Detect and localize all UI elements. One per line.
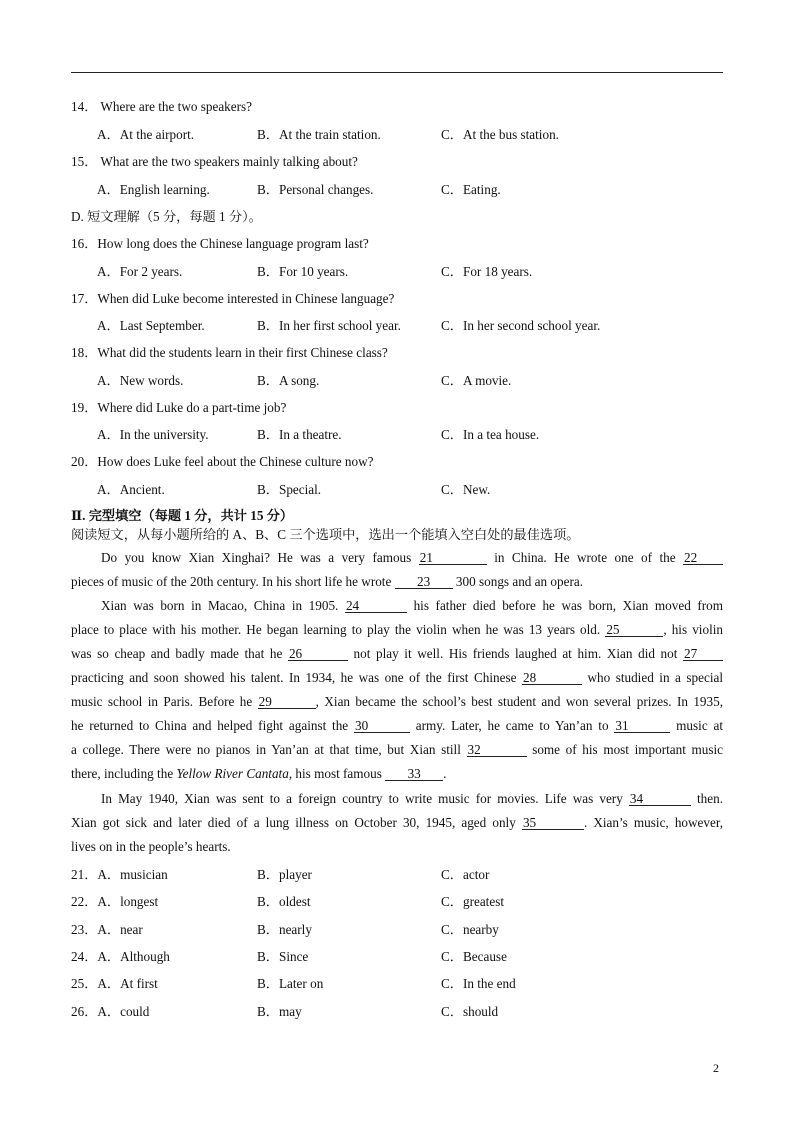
blank-23: 23 xyxy=(395,575,453,589)
q14-option-b: B．At the train station. xyxy=(257,127,381,142)
passage-line-4: place to place with his mother. He began learning to play the violin when he was 13 years old. 25 , his violin xyxy=(71,622,723,637)
q22-option-c: C．greatest xyxy=(441,894,504,909)
q21-option-b: B．player xyxy=(257,867,312,882)
passage-line-2: pieces of music of the 20th century. In his short life he wrote 23 300 songs and an opera. xyxy=(71,574,584,589)
q23-option-c: C．nearby xyxy=(441,922,499,937)
q25-option-c: C．In the end xyxy=(441,976,516,991)
passage-line-7: music school in Paris. Before he 29 , Xian became the school’s best student and won several prizes. In 1935, xyxy=(71,694,724,709)
q19-option-b: B．In a theatre. xyxy=(257,427,342,442)
question-18: 18．What did the students learn in their first Chinese class? xyxy=(71,345,388,360)
blank-22: 22 xyxy=(683,551,723,565)
q19-option-a: A．In the university. xyxy=(97,427,209,442)
blank-27: 27 xyxy=(683,647,723,661)
q26-option-a: 26．A．could xyxy=(71,1004,150,1019)
q19-option-c: C．In a tea house. xyxy=(441,427,540,442)
question-20: 20．How does Luke feel about the Chinese culture now? xyxy=(71,454,374,469)
q15-option-b: B．Personal changes. xyxy=(257,182,374,197)
question-19: 19．Where did Luke do a part-time job? xyxy=(71,400,287,415)
blank-25: 25 xyxy=(605,623,663,637)
q21-option-c: C．actor xyxy=(441,867,490,882)
header-rule xyxy=(71,72,723,73)
q23-option-a: 23．A．near xyxy=(71,922,143,937)
page-number: 2 xyxy=(713,1061,719,1075)
q24-option-b: B．Since xyxy=(257,949,309,964)
q16-option-a: A．For 2 years. xyxy=(97,264,183,279)
q14-option-a: A．At the airport. xyxy=(97,127,195,142)
q18-option-c: C．A movie. xyxy=(441,373,512,388)
q26-option-b: B．may xyxy=(257,1004,302,1019)
passage-line-3: Xian was born in Macao, China in 1905. 24 his father died before he was born, Xian moved from xyxy=(101,598,724,613)
section-d-title: D. 短文理解（5 分，每题 1 分）。 xyxy=(71,209,262,224)
section-2-instruction: 阅读短文，从每小题所给的 A、B、C 三个选项中，选出一个能填入空白处的最佳选项。 xyxy=(71,527,580,542)
q24-option-c: C．Because xyxy=(441,949,507,964)
q20-option-c: C．New. xyxy=(441,482,491,497)
blank-33: 33 xyxy=(385,767,443,781)
q17-option-b: B．In her first school year. xyxy=(257,318,401,333)
passage-line-1: Do you know Xian Xinghai? He was a very famous 21 in China. He wrote one of the 22 xyxy=(101,550,723,566)
blank-30: 30 xyxy=(354,719,410,733)
passage-line-12: Xian got sick and later died of a lung illness on October 30, 1945, aged only 35 . Xian’s music, however, xyxy=(71,815,724,830)
q21-option-a: 21．A．musician xyxy=(71,867,168,882)
q18-option-a: A．New words. xyxy=(97,373,184,388)
q15-option-a: A．English learning. xyxy=(97,182,210,197)
yellow-river-cantata-title: Yellow River Cantata xyxy=(176,766,289,781)
blank-28: 28 xyxy=(522,671,582,685)
q20-option-b: B．Special. xyxy=(257,482,322,497)
q26-option-c: C．should xyxy=(441,1004,499,1019)
passage-line-10: there, including the Yellow River Cantata, his most famous 33 . xyxy=(71,766,447,781)
q25-option-b: B．Later on xyxy=(257,976,324,991)
passage-line-6: practicing and soon showed his talent. In 1934, he was one of the first Chinese 28 who studied in a special xyxy=(71,670,724,685)
q24-option-a: 24．A．Although xyxy=(71,949,170,964)
q17-option-c: C．In her second school year. xyxy=(441,318,601,333)
passage-line-9: a college. There were no pianos in Yan’an at that time, but Xian still 32 some of his most important music xyxy=(71,742,724,757)
passage-line-8: he returned to China and helped fight against the 30 army. Later, he came to Yan’an to 31 music at xyxy=(71,718,723,733)
blank-21: 21 xyxy=(419,551,487,565)
q23-option-b: B．nearly xyxy=(257,922,312,937)
section-2-title: Ⅱ. 完型填空（每题 1 分，共计 15 分） xyxy=(71,508,294,523)
question-14: 14． Where are the two speakers? xyxy=(71,99,253,114)
q22-option-b: B．oldest xyxy=(257,894,311,909)
q15-option-c: C．Eating. xyxy=(441,182,501,197)
q18-option-b: B．A song. xyxy=(257,373,320,388)
q25-option-a: 25．A．At first xyxy=(71,976,158,991)
blank-35: 35 xyxy=(522,816,584,830)
q20-option-a: A．Ancient. xyxy=(97,482,165,497)
passage-line-11: In May 1940, Xian was sent to a foreign country to write music for movies. Life was very 34 then. xyxy=(101,791,723,806)
passage-line-13: lives on in the people’s hearts. xyxy=(71,839,231,854)
q22-option-a: 22．A．longest xyxy=(71,894,159,909)
question-15: 15． What are the two speakers mainly talking about? xyxy=(71,154,358,169)
q14-option-c: C．At the bus station. xyxy=(441,127,559,142)
blank-29: 29 xyxy=(258,695,316,709)
question-16: 16．How long does the Chinese language program last? xyxy=(71,236,369,251)
q16-option-c: C．For 18 years. xyxy=(441,264,533,279)
blank-31: 31 xyxy=(614,719,670,733)
q16-option-b: B．For 10 years. xyxy=(257,264,349,279)
blank-26: 26 xyxy=(288,647,348,661)
q17-option-a: A．Last September. xyxy=(97,318,205,333)
question-17: 17．When did Luke become interested in Chinese language? xyxy=(71,291,395,306)
blank-34: 34 xyxy=(629,792,691,806)
passage-line-5: was so cheap and badly made that he 26 not play it well. His friends laughed at him. Xian did not 27 xyxy=(71,646,723,662)
blank-32: 32 xyxy=(467,743,527,757)
blank-24: 24 xyxy=(345,599,407,613)
